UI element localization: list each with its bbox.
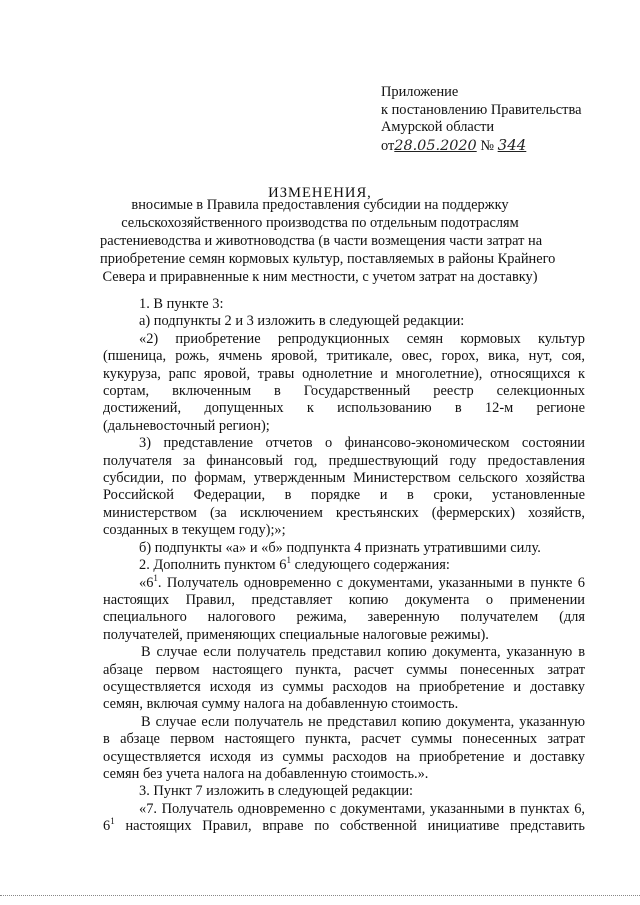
text-run: «6	[139, 574, 154, 591]
text-run: следующего содержания:	[290, 557, 450, 574]
text-run: 2. Дополнить пунктом 6	[139, 557, 287, 574]
paragraph: 3. Пункт 7 изложить в следующей редакции:	[139, 783, 414, 800]
paragraph-line: осуществляется исходя из суммы расходов на приобретение и доставку	[103, 678, 585, 695]
paragraph-line: «7. Получатель одновременно с документами, указанными в пунктах 6,	[139, 800, 585, 817]
paragraph	[103, 557, 585, 574]
paragraph-line	[103, 572, 585, 592]
paragraph-line: В случае если получатель не представил копию документа, указанную	[141, 713, 585, 730]
paragraph-line: семян без учета налога на добавленную стоимость.».	[103, 765, 429, 782]
document-title: ИЗМЕНЕНИЯ,	[268, 185, 372, 201]
paragraph-line: созданных в текущем году);»;	[103, 522, 286, 539]
paragraph: а) подпункты 2 и 3 изложить в следующей редакции:	[139, 313, 465, 330]
paragraph-line: получателей, применяющих специальные налоговые режимы).	[103, 626, 489, 643]
subtitle-line: сельскохозяйственного производства по отдельным подотраслям	[121, 214, 519, 231]
paragraph-line: 3) представление отчетов о финансово-экономическом состоянии	[139, 435, 585, 452]
scan-edge-line	[0, 895, 640, 897]
paragraph-line: настоящих Правил, представляет копию документа о применении	[103, 591, 585, 608]
document-subtitle	[100, 197, 556, 287]
handwritten-number: 344	[497, 135, 527, 154]
subtitle-line: вносимые в Правила предоставления субсидии на поддержку	[131, 197, 509, 213]
handwritten-date: 28.05.2020	[394, 137, 477, 154]
superscript: 1	[286, 555, 291, 566]
paragraph-line: в абзаце первом настоящего пункта, расчет суммы понесенных затрат	[103, 731, 585, 748]
date-prefix: от	[381, 137, 395, 154]
superscript: 1	[153, 572, 158, 583]
paragraph-line: достижений, допущенных к использованию в 12-м регионе	[103, 400, 585, 417]
paragraph-line: Российской Федерации, в порядке и в сроки, установленные	[103, 487, 585, 504]
annex-line: к постановлению Правительства	[381, 101, 582, 118]
text-run: настоящих Правил, вправе по собственной инициативе представить	[114, 818, 585, 835]
paragraph-line: абзаце первом настоящего пункта, расчет суммы понесенных затрат	[103, 661, 585, 678]
paragraph-line: кукуруза, рапс яровой, травы однолетние и многолетние), относящихся к	[103, 365, 585, 382]
paragraph-line: (дальневосточный регион);	[103, 417, 270, 434]
paragraph-line: «2) приобретение репродукционных семян кормовых культур	[139, 330, 585, 347]
text-run: . Получатель одновременно с документами, указанными в пункте 6	[157, 574, 585, 591]
paragraph-line: сортам, включенным в Государственный реестр селекционных	[103, 383, 585, 400]
subtitle-line: Севера и приравненные к ним местности, с учетом затрат на доставку)	[102, 268, 538, 285]
subtitle-line: растениеводства и животноводства (в части возмещения части затрат на	[100, 232, 543, 249]
subtitle-line: приобретение семян кормовых культур, поставляемых в районы Крайнего	[100, 250, 556, 267]
paragraph-line: В случае если получатель представил копию документа, указанную в	[141, 644, 585, 661]
paragraph-line	[103, 818, 585, 835]
annex-line: Амурской области	[381, 119, 495, 136]
paragraph-line: осуществляется исходя из суммы расходов на приобретение и доставку	[103, 748, 585, 765]
paragraph-line: (пшеница, рожь, ячмень яровой, тритикале, овес, горох, вика, нут, соя,	[103, 348, 585, 365]
annex-line: Приложение	[381, 84, 459, 100]
superscript: 1	[110, 816, 115, 827]
paragraph-line: получателя за финансовый год, предшествующий году предоставления	[103, 452, 585, 469]
paragraph-line: министерством (за исключением крестьянских (фермерских) хозяйств,	[103, 504, 585, 521]
number-sign: №	[480, 137, 495, 154]
paragraph-line: семян, включая сумму налога на добавленную стоимость.	[103, 696, 459, 713]
paragraph-line: специального налогового режима, заверенную получателем (для	[103, 609, 585, 626]
annex-block	[381, 84, 581, 155]
text-run: 6	[103, 818, 111, 835]
document-body	[103, 296, 585, 836]
paragraph: б) подпункты «а» и «б» подпункта 4 признать утратившими силу.	[139, 539, 541, 556]
annex-date-line	[381, 137, 581, 156]
paragraph-line: субсидии, по формам, утвержденным Министерством сельского хозяйства	[103, 470, 585, 487]
paragraph: 1. В пункте 3:	[139, 296, 224, 312]
